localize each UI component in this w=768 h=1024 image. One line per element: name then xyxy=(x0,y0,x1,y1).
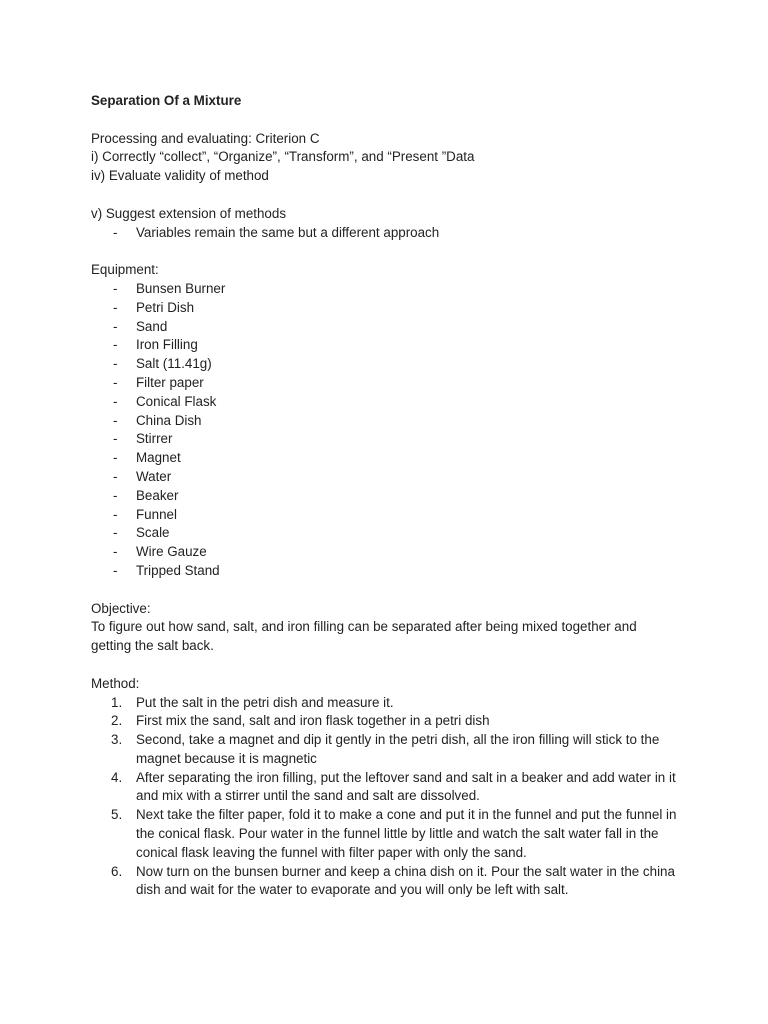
step-text: Put the salt in the petri dish and measure it. xyxy=(136,694,394,710)
method-step xyxy=(91,731,681,769)
list-item xyxy=(91,506,691,525)
objective-text: To figure out how sand, salt, and iron filling can be separated after being mixed together and getting the salt back. xyxy=(91,619,637,654)
list-item xyxy=(91,280,691,299)
equipment-item: China Dish xyxy=(136,412,202,428)
equipment-list xyxy=(91,280,691,581)
list-item xyxy=(91,449,691,468)
list-item xyxy=(91,487,691,506)
dash-marker: - xyxy=(113,412,118,428)
document-title: Separation Of a Mixture xyxy=(91,93,242,108)
list-item xyxy=(91,393,691,412)
criteria-item-i: i) Correctly “collect”, “Organize”, “Transform”, and “Present ”Data xyxy=(91,149,475,165)
list-item xyxy=(91,355,691,374)
step-number: 4. xyxy=(111,769,123,785)
equipment-item: Scale xyxy=(136,525,170,541)
method-step xyxy=(91,863,681,901)
dash-marker: - xyxy=(113,393,118,409)
equipment-item: Wire Gauze xyxy=(136,544,207,560)
spacer xyxy=(91,656,691,675)
list-item xyxy=(91,336,691,355)
step-text: First mix the sand, salt and iron flask together in a petri dish xyxy=(136,713,490,729)
step-number: 2. xyxy=(111,713,123,729)
equipment-item: Beaker xyxy=(136,487,179,503)
step-text: Now turn on the bunsen burner and keep a china dish on it. Pour the salt water in the china dish and wait for the water to evaporate and you will only be left with salt. xyxy=(136,863,675,898)
dash-marker: - xyxy=(113,506,118,522)
spacer xyxy=(91,242,691,261)
dash-marker: - xyxy=(113,224,118,240)
spacer xyxy=(91,111,691,130)
method-heading: Method: xyxy=(91,675,140,691)
method-list xyxy=(91,694,691,901)
dash-marker: - xyxy=(113,280,118,296)
equipment-item: Bunsen Burner xyxy=(136,280,226,296)
list-item xyxy=(91,468,691,487)
dash-marker: - xyxy=(113,299,118,315)
list-item xyxy=(91,430,691,449)
equipment-item: Funnel xyxy=(136,506,177,522)
dash-marker: - xyxy=(113,450,118,466)
equipment-item: Filter paper xyxy=(136,374,204,390)
dash-marker: - xyxy=(113,318,118,334)
method-step xyxy=(91,806,681,862)
list-item xyxy=(91,543,691,562)
list-item xyxy=(91,524,691,543)
dash-marker: - xyxy=(113,525,118,541)
list-item-text: Variables remain the same but a different approach xyxy=(136,224,440,240)
equipment-heading: Equipment: xyxy=(91,262,159,278)
list-item xyxy=(91,412,691,431)
equipment-item: Petri Dish xyxy=(136,299,195,315)
equipment-item: Magnet xyxy=(136,450,181,466)
method-step xyxy=(91,712,681,731)
criteria-heading: Processing and evaluating: Criterion C xyxy=(91,130,320,146)
document-page xyxy=(91,92,691,900)
dash-marker: - xyxy=(113,356,118,372)
spacer xyxy=(91,186,691,205)
equipment-item: Salt (11.41g) xyxy=(136,356,212,372)
dash-marker: - xyxy=(113,544,118,560)
step-text: Second, take a magnet and dip it gently in the petri dish, all the iron filling will stick to the magnet because it is magnetic xyxy=(136,732,660,766)
dash-marker: - xyxy=(113,562,118,578)
dash-marker: - xyxy=(113,487,118,503)
equipment-item: Conical Flask xyxy=(136,393,217,409)
list-item xyxy=(91,224,691,243)
list-item xyxy=(91,562,691,581)
step-text: Next take the filter paper, fold it to make a cone and put it in the funnel and put the funnel in the conical flask. Pour water in the funnel little by little and watch the salt water fall in the conical flask leaving the funnel with filter paper with only the sand. xyxy=(136,807,677,860)
equipment-item: Sand xyxy=(136,318,168,334)
dash-marker: - xyxy=(113,374,118,390)
criteria-item-v: v) Suggest extension of methods xyxy=(91,205,287,221)
method-step xyxy=(91,694,681,713)
dash-marker: - xyxy=(113,431,118,447)
criteria-item-iv: iv) Evaluate validity of method xyxy=(91,168,269,184)
step-number: 1. xyxy=(111,694,123,710)
method-step xyxy=(91,769,681,807)
list-item xyxy=(91,374,691,393)
spacer xyxy=(91,581,691,600)
equipment-item: Tripped Stand xyxy=(136,562,220,578)
objective-heading: Objective: xyxy=(91,600,151,616)
dash-marker: - xyxy=(113,337,118,353)
equipment-item: Water xyxy=(136,468,172,484)
step-number: 5. xyxy=(111,807,123,823)
equipment-item: Iron Filling xyxy=(136,337,198,353)
list-item xyxy=(91,318,691,337)
step-number: 6. xyxy=(111,863,123,879)
equipment-item: Stirrer xyxy=(136,431,173,447)
criteria-item-v-list xyxy=(91,224,691,243)
dash-marker: - xyxy=(113,468,118,484)
step-number: 3. xyxy=(111,732,123,748)
step-text: After separating the iron filling, put the leftover sand and salt in a beaker and add water in it and mix with a stirrer until the sand and salt are dissolved. xyxy=(136,769,676,804)
list-item xyxy=(91,299,691,318)
